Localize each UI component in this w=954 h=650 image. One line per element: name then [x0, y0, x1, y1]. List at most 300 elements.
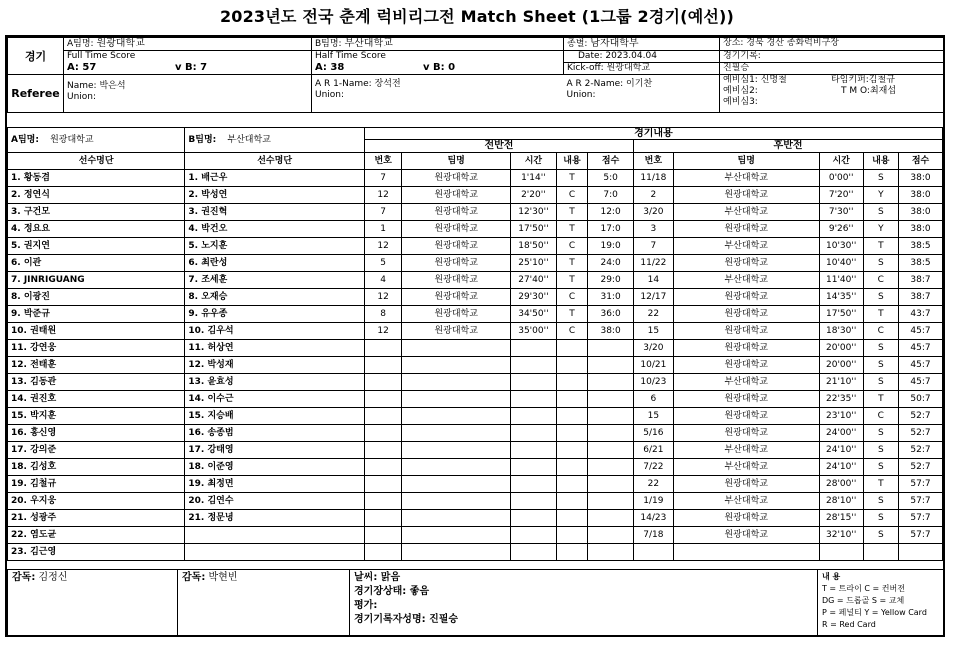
second-half-cell: S [863, 459, 898, 476]
second-half-cell: 부산대학교 [673, 374, 819, 391]
second-half-cell: 22'35'' [819, 391, 863, 408]
first-half-cell [556, 510, 587, 527]
first-half-cell: 29:0 [588, 272, 634, 289]
first-half-cell [364, 510, 402, 527]
second-half-cell [899, 544, 943, 561]
first-half-cell [364, 527, 402, 544]
second-half-cell: S [863, 204, 898, 221]
content-heading: 경기내용 [364, 128, 942, 140]
second-half-cell: 38:0 [899, 204, 943, 221]
first-half-cell: 12 [364, 238, 402, 255]
second-half-cell: T [863, 391, 898, 408]
second-half-cell: 3/20 [634, 340, 674, 357]
second-half-cell [634, 544, 674, 561]
player-b: 16. 송종범 [185, 425, 364, 442]
second-half-cell: S [863, 510, 898, 527]
first-half-heading: 전반전 [364, 140, 633, 153]
lineup-row [8, 187, 943, 204]
player-a: 1. 황동겸 [8, 170, 185, 187]
first-half-cell [402, 374, 511, 391]
first-half-cell [364, 544, 402, 561]
player-a: 13. 김동관 [8, 374, 185, 391]
first-half-cell: 17'50'' [510, 221, 556, 238]
first-half-cell: 8 [364, 306, 402, 323]
second-half-cell: 45:7 [899, 357, 943, 374]
first-half-cell: T [556, 272, 587, 289]
second-half-cell: 11/22 [634, 255, 674, 272]
first-half-cell: 38:0 [588, 323, 634, 340]
player-b: 6. 최란성 [185, 255, 364, 272]
player-a: 15. 박지훈 [8, 408, 185, 425]
player-a: 22. 염도균 [8, 527, 185, 544]
player-b: 10. 김우석 [185, 323, 364, 340]
second-half-cell: 원광대학교 [673, 476, 819, 493]
first-half-cell: 25'10'' [510, 255, 556, 272]
match-sheet [5, 35, 945, 637]
player-b: 18. 이준영 [185, 459, 364, 476]
player-b: 7. 조세훈 [185, 272, 364, 289]
first-half-cell: C [556, 323, 587, 340]
second-half-cell: S [863, 374, 898, 391]
first-half-cell [364, 476, 402, 493]
player-b: 4. 박건오 [185, 221, 364, 238]
first-half-cell [402, 357, 511, 374]
first-half-cell [510, 459, 556, 476]
first-half-cell [556, 493, 587, 510]
player-b: 8. 오재승 [185, 289, 364, 306]
lineup-row [8, 323, 943, 340]
first-half-cell [510, 340, 556, 357]
sheet-title: 2023년도 전국 춘계 럭비리그전 Match Sheet (1그룹 2경기(예선)) [219, 7, 735, 26]
second-half-cell: 22 [634, 306, 674, 323]
second-half-cell: 10/23 [634, 374, 674, 391]
player-a: 23. 김근영 [8, 544, 185, 561]
first-half-cell [556, 391, 587, 408]
player-b: 2. 박성연 [185, 187, 364, 204]
first-half-cell [556, 340, 587, 357]
second-half-cell: 부산대학교 [673, 204, 819, 221]
second-half-cell: 10'30'' [819, 238, 863, 255]
first-half-cell: 34'50'' [510, 306, 556, 323]
first-half-cell: 24:0 [588, 255, 634, 272]
player-a: 7. JINRIGUANG [8, 272, 185, 289]
second-half-cell: 0'00'' [819, 170, 863, 187]
first-half-cell [364, 391, 402, 408]
second-half-cell: 6/21 [634, 442, 674, 459]
player-a: 2. 정연식 [8, 187, 185, 204]
first-half-cell: 27'40'' [510, 272, 556, 289]
second-half-cell: 2 [634, 187, 674, 204]
first-half-cell: T [556, 221, 587, 238]
player-b: 21. 정문녕 [185, 510, 364, 527]
second-half-cell: 원광대학교 [673, 357, 819, 374]
lineup-row [8, 425, 943, 442]
team-a-cell: A팀명: 원광대학교 [64, 38, 312, 51]
first-half-cell: 7:0 [588, 187, 634, 204]
second-half-cell: 32'10'' [819, 527, 863, 544]
first-half-cell: 4 [364, 272, 402, 289]
second-half-cell: T [863, 306, 898, 323]
second-half-cell: 부산대학교 [673, 272, 819, 289]
header-table [7, 37, 944, 113]
first-half-cell [510, 391, 556, 408]
second-half-cell: 14/23 [634, 510, 674, 527]
second-half-cell: 52:7 [899, 442, 943, 459]
second-half-cell: 원광대학교 [673, 425, 819, 442]
first-half-cell [556, 442, 587, 459]
first-half-cell [510, 510, 556, 527]
second-half-cell: 24'00'' [819, 425, 863, 442]
coach-a: 감독: 김정신 [8, 570, 178, 637]
second-half-cell: 57:7 [899, 493, 943, 510]
second-half-heading: 후반전 [634, 140, 943, 153]
second-half-cell: 부산대학교 [673, 170, 819, 187]
player-b: 14. 이수근 [185, 391, 364, 408]
reserve-cell: 예비심1: 신명철 타임키퍼:김철규 예비심2: T M O:최재섭 예비심3: [720, 75, 944, 113]
player-a: 17. 강의준 [8, 442, 185, 459]
player-a: 12. 전태훈 [8, 357, 185, 374]
first-half-cell [588, 510, 634, 527]
second-half-cell: 원광대학교 [673, 340, 819, 357]
first-half-cell: C [556, 289, 587, 306]
lineup-row [8, 391, 943, 408]
second-half-cell: 21'10'' [819, 374, 863, 391]
second-half-cell: 7'30'' [819, 204, 863, 221]
second-half-cell: 6 [634, 391, 674, 408]
first-half-cell [510, 527, 556, 544]
kickoff: Kick-off: 원광대학교 [564, 63, 720, 75]
player-b [185, 527, 364, 544]
second-half-cell: 11'40'' [819, 272, 863, 289]
first-half-cell: 12 [364, 323, 402, 340]
first-half-cell [556, 425, 587, 442]
first-half-cell: 원광대학교 [402, 204, 511, 221]
first-half-cell [510, 425, 556, 442]
team-b-cell: B팀명: 부산대학교 [312, 38, 564, 51]
first-half-cell [510, 493, 556, 510]
player-a: 9. 박준규 [8, 306, 185, 323]
second-half-cell: S [863, 527, 898, 544]
col-team-2h: 팀명 [673, 153, 819, 170]
second-half-cell: T [863, 238, 898, 255]
second-half-cell: 원광대학교 [673, 221, 819, 238]
team-b-heading: B팀명: 부산대학교 [185, 128, 364, 153]
col-score-1h: 점수 [588, 153, 634, 170]
player-a: 8. 이광진 [8, 289, 185, 306]
second-half-cell: 원광대학교 [673, 527, 819, 544]
first-half-cell [510, 476, 556, 493]
first-half-cell [556, 476, 587, 493]
first-half-cell: 1'14'' [510, 170, 556, 187]
lineup-row [8, 289, 943, 306]
lineup-row [8, 544, 943, 561]
first-half-cell [588, 391, 634, 408]
first-half-cell [556, 459, 587, 476]
lineup-row [8, 408, 943, 425]
coach-b: 감독: 박현빈 [178, 570, 350, 637]
winner: 진필승 [720, 63, 944, 75]
second-half-cell: 52:7 [899, 459, 943, 476]
second-half-cell: 45:7 [899, 340, 943, 357]
second-half-cell: 52:7 [899, 408, 943, 425]
second-half-cell: 50:7 [899, 391, 943, 408]
second-half-cell: 12/17 [634, 289, 674, 306]
player-b: 3. 권진혁 [185, 204, 364, 221]
second-half-cell: 38:5 [899, 255, 943, 272]
player-a: 16. 홍신영 [8, 425, 185, 442]
first-half-cell [588, 374, 634, 391]
lineup-row [8, 374, 943, 391]
ar2-cell: A R 2-Name: 이기찬 Union: [564, 75, 720, 113]
first-half-cell [556, 374, 587, 391]
match-label: 경기 [8, 38, 64, 75]
first-half-cell: T [556, 170, 587, 187]
second-half-cell: 부산대학교 [673, 459, 819, 476]
first-half-cell [402, 340, 511, 357]
first-half-cell: 35'00'' [510, 323, 556, 340]
player-b: 1. 배근우 [185, 170, 364, 187]
second-half-cell: 52:7 [899, 425, 943, 442]
second-half-cell: 5/16 [634, 425, 674, 442]
lineup-row [8, 221, 943, 238]
second-half-cell: C [863, 272, 898, 289]
second-half-cell: 원광대학교 [673, 289, 819, 306]
referee-cell: Name: 박은석 Union: [64, 75, 312, 113]
first-half-cell: C [556, 187, 587, 204]
second-half-cell: 14'35'' [819, 289, 863, 306]
second-half-cell: 11/18 [634, 170, 674, 187]
second-half-cell: Y [863, 187, 898, 204]
col-type-1h: 내용 [556, 153, 587, 170]
second-half-cell: C [863, 408, 898, 425]
player-b: 13. 윤효성 [185, 374, 364, 391]
second-half-cell: S [863, 425, 898, 442]
first-half-cell [364, 493, 402, 510]
col-score-2h: 점수 [899, 153, 943, 170]
second-half-cell: 14 [634, 272, 674, 289]
second-half-cell: 부산대학교 [673, 442, 819, 459]
referee-label: Referee [8, 75, 64, 113]
second-half-cell: 원광대학교 [673, 323, 819, 340]
second-half-cell: 38:7 [899, 272, 943, 289]
first-half-cell: 36:0 [588, 306, 634, 323]
second-half-cell: 3 [634, 221, 674, 238]
first-half-cell [402, 544, 511, 561]
second-half-cell: S [863, 170, 898, 187]
first-half-cell: 18'50'' [510, 238, 556, 255]
first-half-cell [402, 493, 511, 510]
second-half-cell: 57:7 [899, 510, 943, 527]
first-half-cell: 원광대학교 [402, 323, 511, 340]
first-half-cell: 원광대학교 [402, 272, 511, 289]
first-half-cell: 7 [364, 204, 402, 221]
first-half-cell: 원광대학교 [402, 187, 511, 204]
second-half-cell: 9'26'' [819, 221, 863, 238]
first-half-cell: 원광대학교 [402, 255, 511, 272]
first-half-cell [588, 357, 634, 374]
footer-table [7, 569, 944, 637]
lineup-row [8, 442, 943, 459]
first-half-cell [402, 425, 511, 442]
first-half-cell: 31:0 [588, 289, 634, 306]
player-b: 19. 최정면 [185, 476, 364, 493]
player-a: 20. 우지웅 [8, 493, 185, 510]
first-half-cell: 5 [364, 255, 402, 272]
second-half-cell: 20'00'' [819, 340, 863, 357]
first-half-cell [556, 408, 587, 425]
lineup-row [8, 306, 943, 323]
first-half-cell: C [556, 238, 587, 255]
first-half-cell [588, 442, 634, 459]
second-half-cell: 3/20 [634, 204, 674, 221]
lineup-row [8, 255, 943, 272]
first-half-cell [364, 425, 402, 442]
second-half-cell: S [863, 442, 898, 459]
first-half-cell [402, 527, 511, 544]
second-half-cell [819, 544, 863, 561]
lineup-row [8, 493, 943, 510]
second-half-cell: 원광대학교 [673, 510, 819, 527]
first-half-cell [402, 459, 511, 476]
full-time-score: Full Time Score A: 57 v B: 7 [64, 51, 312, 75]
second-half-cell: 1/19 [634, 493, 674, 510]
players-a-heading: 선수명단 [8, 153, 185, 170]
col-no-1h: 번호 [364, 153, 402, 170]
lineup-row [8, 340, 943, 357]
first-half-cell: 17:0 [588, 221, 634, 238]
second-half-cell: 7'20'' [819, 187, 863, 204]
player-b: 17. 강태영 [185, 442, 364, 459]
second-half-cell: T [863, 476, 898, 493]
player-a: 5. 권지연 [8, 238, 185, 255]
first-half-cell [364, 459, 402, 476]
second-half-cell: 부산대학교 [673, 238, 819, 255]
player-b: 20. 김연수 [185, 493, 364, 510]
col-team-1h: 팀명 [402, 153, 511, 170]
col-time-1h: 시간 [510, 153, 556, 170]
first-half-cell [364, 357, 402, 374]
first-half-cell: 2'20'' [510, 187, 556, 204]
second-half-cell: 28'10'' [819, 493, 863, 510]
col-type-2h: 내용 [863, 153, 898, 170]
first-half-cell [510, 357, 556, 374]
second-half-cell: S [863, 289, 898, 306]
second-half-cell: 10'40'' [819, 255, 863, 272]
first-half-cell [588, 527, 634, 544]
second-half-cell: 43:7 [899, 306, 943, 323]
first-half-cell: 1 [364, 221, 402, 238]
player-a: 18. 김성호 [8, 459, 185, 476]
first-half-cell [364, 340, 402, 357]
second-half-cell: 원광대학교 [673, 255, 819, 272]
second-half-cell: 57:7 [899, 527, 943, 544]
first-half-cell [510, 544, 556, 561]
second-half-cell: 24'10'' [819, 459, 863, 476]
second-half-cell: C [863, 323, 898, 340]
player-a: 11. 강연웅 [8, 340, 185, 357]
team-a-name: 원광대학교 [96, 38, 145, 49]
second-half-cell: 부산대학교 [673, 493, 819, 510]
first-half-cell [588, 408, 634, 425]
second-half-cell: 10/21 [634, 357, 674, 374]
first-half-cell: T [556, 306, 587, 323]
team-b-name: 부산대학교 [344, 38, 393, 49]
second-half-cell: 7 [634, 238, 674, 255]
second-half-cell: 38:7 [899, 289, 943, 306]
lineup-row [8, 204, 943, 221]
first-half-cell [588, 425, 634, 442]
first-half-cell [588, 340, 634, 357]
second-half-cell: 20'00'' [819, 357, 863, 374]
first-half-cell [556, 527, 587, 544]
first-half-cell: 5:0 [588, 170, 634, 187]
record-label: 경기기록: [720, 51, 944, 63]
second-half-cell: 22 [634, 476, 674, 493]
first-half-cell [510, 442, 556, 459]
first-half-cell [556, 544, 587, 561]
col-no-2h: 번호 [634, 153, 674, 170]
second-half-cell: S [863, 493, 898, 510]
first-half-cell [588, 544, 634, 561]
second-half-cell: 38:0 [899, 221, 943, 238]
first-half-cell [364, 442, 402, 459]
half-time-score: Half Time Score A: 38 v B: 0 [312, 51, 564, 75]
first-half-cell [402, 510, 511, 527]
first-half-cell [510, 408, 556, 425]
first-half-cell [364, 408, 402, 425]
second-half-cell: 38:5 [899, 238, 943, 255]
lineup-row [8, 459, 943, 476]
player-a: 19. 김철규 [8, 476, 185, 493]
player-b: 9. 유우종 [185, 306, 364, 323]
second-half-cell: 원광대학교 [673, 187, 819, 204]
second-half-cell: 17'50'' [819, 306, 863, 323]
player-a: 4. 정요요 [8, 221, 185, 238]
player-a: 3. 구건모 [8, 204, 185, 221]
second-half-cell: 원광대학교 [673, 306, 819, 323]
player-a: 6. 이관 [8, 255, 185, 272]
second-half-cell: 18'30'' [819, 323, 863, 340]
team-row [8, 128, 943, 140]
lineup-row [8, 510, 943, 527]
first-half-cell: 원광대학교 [402, 289, 511, 306]
match-date: Date: 2023.04.04 [564, 51, 720, 63]
first-half-cell: 원광대학교 [402, 238, 511, 255]
player-b: 12. 박성재 [185, 357, 364, 374]
player-b: 11. 허상연 [185, 340, 364, 357]
second-half-cell: 7/22 [634, 459, 674, 476]
player-b: 5. 노지훈 [185, 238, 364, 255]
lineup-row [8, 476, 943, 493]
first-half-cell: 원광대학교 [402, 221, 511, 238]
first-half-cell: 19:0 [588, 238, 634, 255]
category-cell: 종별: 남자대학부 [564, 38, 720, 51]
first-half-cell [556, 357, 587, 374]
first-half-cell [364, 374, 402, 391]
lineup-row [8, 357, 943, 374]
conditions: 날씨: 맑음 경기장상태: 좋음 평가: 경기기록자성명: 진필승 [350, 570, 818, 637]
first-half-cell: 원광대학교 [402, 170, 511, 187]
second-half-cell: 28'15'' [819, 510, 863, 527]
second-half-cell: 28'00'' [819, 476, 863, 493]
first-half-cell [402, 408, 511, 425]
second-half-cell: 원광대학교 [673, 391, 819, 408]
second-half-cell: S [863, 340, 898, 357]
lineup-row [8, 527, 943, 544]
player-a: 21. 성광주 [8, 510, 185, 527]
second-half-cell: 15 [634, 323, 674, 340]
player-a: 10. 권태원 [8, 323, 185, 340]
